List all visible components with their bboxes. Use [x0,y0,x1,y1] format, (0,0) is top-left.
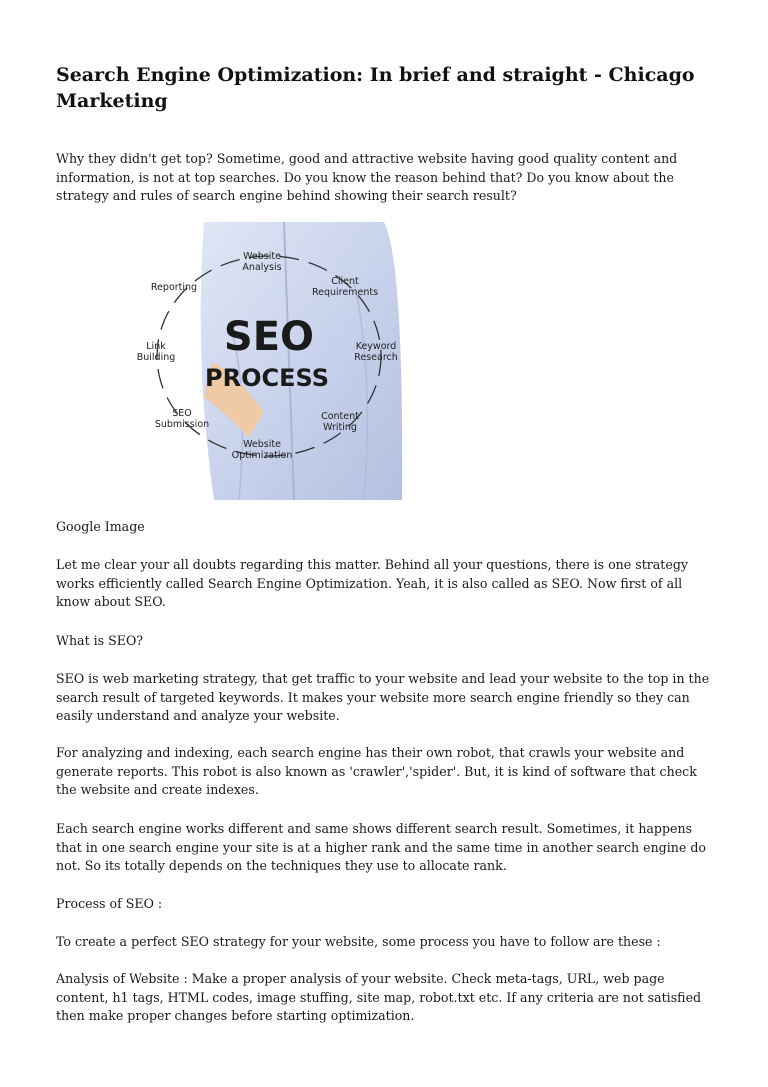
step-link-building-l2: Building [136,352,176,363]
what-is-seo-heading: What is SEO? [56,633,144,648]
step-website-optimization-l1: Website [243,439,281,450]
step-website-analysis-l1: Website [243,251,281,262]
image-caption: Google Image [56,519,145,534]
step-client-requirements-l1: Client [331,276,359,287]
step-link-building-l1: Link [146,341,166,352]
seo-text: SEO [223,314,315,360]
step-seo-submission-l1: SEO [172,408,192,419]
step-keyword-research-l2: Research [354,352,398,363]
process-text: PROCESS [205,364,329,392]
analysis-paragraph: Analysis of Website : Make a proper analysis of your website. Check meta-tags, URL, web page content, h1 tags, HTML codes, image stuffing, site map, robot.txt etc. If any criteria are not satisfied then make proper changes before starting optimization. [56,971,702,1023]
intro-paragraph: Why they didn't get top? Sometime, good and attractive website having good quality content and information, is not at top searches. Do you know the reason behind that? Do you know about the strategy and rules of search engine behind showing their search result? [56,151,678,203]
seo-definition-paragraph: SEO is web marketing strategy, that get traffic to your website and lead your website to the top in the search result of targeted keywords. It makes your website more search engine friendly so they can easily understand and analyze your website. [56,671,710,723]
step-content-writing-l1: Content [321,411,359,422]
seo-process-illustration [134,222,422,500]
seo-process-image [134,222,422,500]
step-seo-submission-l2: Submission [154,419,210,430]
robot-paragraph: For analyzing and indexing, each search engine has their own robot, that crawls your website and generate reports. This robot is also known as 'crawler','spider'. But, it is kind of software that check the website and create indexes. [56,745,697,797]
step-client-requirements-l2: Requirements [311,287,379,298]
step-content-writing-l2: Writing [323,422,357,433]
step-keyword-research-l1: Keyword [355,341,397,352]
step-website-analysis-l2: Analysis [242,262,282,273]
page-title: Search Engine Optimization: In brief and straight - Chicago Marketing [56,64,695,112]
clear-doubts-paragraph: Let me clear your all doubts regarding this matter. Behind all your questions, there is one strategy works efficiently called Search Engine Optimization. Yeah, it is also called as SEO. Now first of all know about SEO. [56,557,688,609]
process-heading: Process of SEO : [56,896,163,911]
different-results-paragraph: Each search engine works different and same shows different search result. Sometimes, it happens that in one search engine your site is at a higher rank and the same time in another search engine do not. So its totally depends on the techniques they use to allocate rank. [56,821,706,873]
process-intro-paragraph: To create a perfect SEO strategy for your website, some process you have to follow are these : [56,934,661,949]
step-website-optimization-l2: Optimization [231,450,293,461]
step-reporting: Reporting [150,282,198,293]
